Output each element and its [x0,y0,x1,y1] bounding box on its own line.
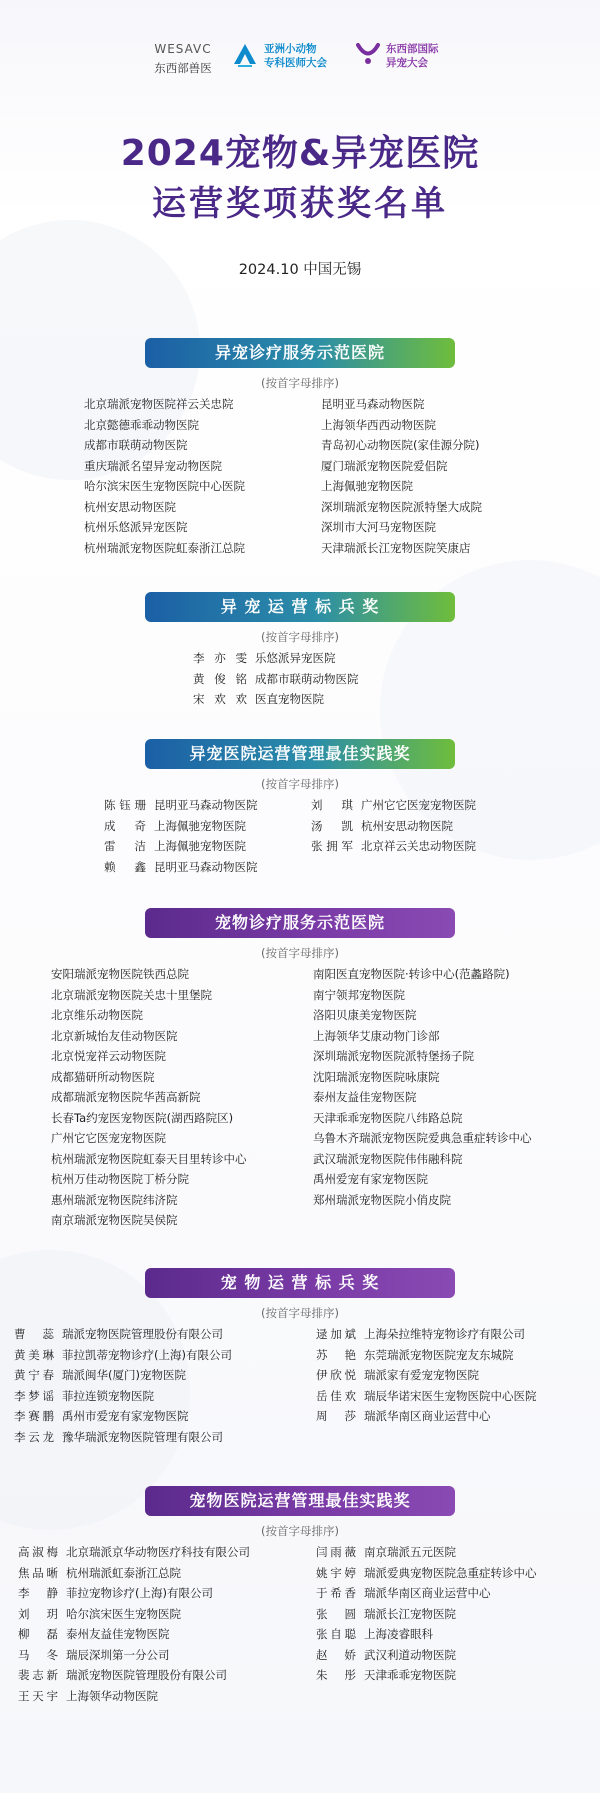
winner-name: 黄宁春 [14,1368,54,1382]
winner-list-left [14,1324,232,1447]
list-item: 长春Ta约宠医宠物医院(湖西路院区) [51,1110,234,1125]
list-item: 南阳医直宠物医院·转诊中心(范蠡路院) [313,967,510,981]
winner-organization: 杭州安思动物医院 [361,818,453,833]
list-item: 杭州安思动物医院 [84,499,176,514]
winner-name: 雷洁 [104,839,146,853]
winner-row [104,795,258,816]
asia-logo-line1: 亚洲小动物 [264,43,317,55]
winner-organization: 豫华瑞派宠物医院管理有限公司 [62,1429,223,1444]
winner-organization: 泰州友益佳宠物医院 [66,1627,170,1641]
winner-list [193,648,359,710]
section-banner: 宠物诊疗服务示范医院 [145,908,455,938]
section-banner: 宠 物 运 营 标 兵 奖 [145,1268,455,1298]
winner-name: 宋欢欢 [193,692,247,706]
winner-name: 王天宇 [18,1688,58,1703]
list-item: 惠州瑞派宠物医院纬济院 [51,1192,178,1207]
winner-row [104,836,258,857]
winner-name: 周莎 [316,1409,356,1423]
winner-name: 于希香 [316,1586,356,1600]
exotic-logo-icon [356,42,380,66]
winner-row [316,1624,537,1645]
hospital-list-right [321,394,482,558]
winner-row [18,1583,250,1604]
list-item: 哈尔滨宋医生宠物医院中心医院 [84,479,245,493]
winner-organization: 东莞瑞派宠物医院宠友东城院 [364,1347,514,1362]
exotic-logo-line1: 东西部国际 [386,43,439,55]
winner-name: 李梦谣 [14,1388,54,1403]
winner-row [316,1406,537,1427]
list-item: 广州它它医宠宠物医院 [51,1131,166,1145]
list-item: 深圳瑞派宠物医院派特堡扬子院 [313,1049,474,1063]
list-item: 北京瑞派宠物医院祥云关忠院 [84,397,234,411]
winner-row [316,1542,537,1563]
winner-organization: 瑞派华南区商业运营中心 [364,1409,491,1423]
winner-organization: 昆明亚马森动物医院 [154,798,258,812]
winner-row [18,1563,250,1584]
winner-row [104,816,258,837]
winner-list-left [18,1542,250,1706]
winner-name: 姚宇婷 [316,1565,356,1580]
page-title-line2: 运营奖项获奖名单 [152,184,448,224]
winner-list-right [316,1324,537,1427]
wesavc-logo-text: WESAVC [154,42,212,56]
winner-row [14,1427,232,1448]
list-item: 厦门瑞派宠物医院爱侣院 [321,458,448,473]
winner-organization: 上海佩驰宠物医院 [154,839,246,853]
winner-row [311,836,476,857]
winner-row [14,1324,232,1345]
list-item: 杭州瑞派宠物医院虹泰天目里转诊中心 [51,1151,247,1166]
list-item: 南京瑞派宠物医院吴侯院 [51,1213,178,1227]
list-item: 北京悦宠祥云动物医院 [51,1049,166,1063]
winner-organization: 菲拉连锁宠物医院 [62,1388,154,1403]
winner-name: 焦品晰 [18,1565,58,1580]
winner-name: 曹蕊 [14,1327,54,1341]
winner-name: 李亦雯 [193,651,247,665]
winner-organization: 成都市联萌动物医院 [255,671,359,686]
winner-organization: 菲拉凯蒂宠物诊疗(上海)有限公司 [62,1347,232,1362]
winner-organization: 医直宠物医院 [255,692,324,706]
list-item: 北京新城怡友佳动物医院 [51,1028,178,1043]
winner-organization: 瑞派华南区商业运营中心 [364,1586,491,1600]
winner-name: 马冬 [18,1647,58,1662]
winner-organization: 瑞辰深圳第一分公司 [66,1647,170,1662]
section-banner: 异 宠 运 营 标 兵 奖 [145,592,455,622]
list-item: 郑州瑞派宠物医院小俏皮院 [313,1192,451,1207]
list-item: 成都市联萌动物医院 [84,438,188,452]
list-item: 上海领华艾康动物门诊部 [313,1028,440,1043]
list-item: 北京懿德乖乖动物医院 [84,417,199,432]
winner-organization: 乐悠派异宠医院 [255,651,336,665]
event-date-location: 2024.10 中国无锡 [238,262,362,278]
winner-name: 李赛鹏 [14,1409,54,1423]
winner-list-right [311,795,476,857]
winner-name: 赖鑫 [104,859,146,874]
sponsor-logos [0,40,600,80]
sort-note: (按首字母排序) [261,946,339,960]
winner-name: 闫雨薇 [316,1545,356,1559]
winner-organization: 瑞派长江宠物医院 [364,1606,456,1621]
winner-row [18,1665,250,1686]
list-item: 成都猫研所动物医院 [51,1069,155,1084]
list-item: 重庆瑞派名望异宠动物医院 [84,458,222,473]
winner-name: 伊欣悦 [316,1368,356,1382]
section-banner: 异宠诊疗服务示范医院 [145,338,455,368]
winner-name: 朱彤 [316,1668,356,1682]
winner-name: 苏艳 [316,1347,356,1362]
asia-logo-line2: 专科医师大会 [264,57,327,69]
winner-organization: 禹州市爱宠有家宠物医院 [62,1409,189,1423]
winner-row [18,1686,250,1707]
winner-name: 裴志新 [18,1668,58,1682]
winner-row [18,1542,250,1563]
list-item: 深圳瑞派宠物医院派特堡大成院 [321,499,482,514]
winner-row [316,1324,537,1345]
winner-row [311,795,476,816]
winner-row [193,648,359,669]
winner-row [18,1624,250,1645]
winner-organization: 广州它它医宠宠物医院 [361,798,476,812]
winner-row [316,1604,537,1625]
list-item: 北京维乐动物医院 [51,1008,143,1022]
winner-name: 岳佳欢 [316,1388,356,1403]
winner-organization: 北京祥云关忠动物医院 [361,839,476,853]
winner-name: 高淑梅 [18,1545,58,1559]
exotic-logo-line2: 异宠大会 [386,57,428,69]
winner-organization: 瑞派家有爱宠宠物医院 [364,1368,479,1382]
winner-name: 柳磊 [18,1627,58,1641]
winner-row [316,1365,537,1386]
winner-row [14,1345,232,1366]
list-item: 杭州瑞派宠物医院虹泰浙江总院 [84,540,245,555]
list-item: 泰州友益佳宠物医院 [313,1090,417,1104]
winner-organization: 瑞派宠物医院管理股份有限公司 [66,1668,227,1682]
list-item: 洛阳贝康美宠物医院 [313,1008,417,1022]
winner-name: 汤凯 [311,818,353,833]
list-item: 安阳瑞派宠物医院铁西总院 [51,967,189,981]
winner-row [316,1563,537,1584]
winner-row [316,1583,537,1604]
winner-organization: 武汉利道动物医院 [364,1647,456,1662]
list-item: 上海领华西西动物医院 [321,417,436,432]
winner-row [193,689,359,710]
winner-name: 张自聪 [316,1627,356,1641]
winner-organization: 北京瑞派京华动物医疗科技有限公司 [66,1545,250,1559]
list-item: 沈阳瑞派宠物医院咏康院 [313,1069,440,1084]
list-item: 上海佩驰宠物医院 [321,479,413,493]
winner-name: 陈钰珊 [104,798,146,812]
winner-organization: 哈尔滨宋医生宠物医院 [66,1606,181,1621]
sort-note: (按首字母排序) [261,1306,339,1320]
winner-row [193,669,359,690]
list-item: 杭州乐悠派异宠医院 [84,520,188,534]
list-item: 深圳市大河马宠物医院 [321,520,436,534]
page-title: 2024宠物&异宠医院 [120,133,480,174]
winner-name: 李云龙 [14,1429,54,1444]
winner-name: 黄俊铭 [193,671,247,686]
winner-name: 黄美琳 [14,1347,54,1362]
list-item: 北京瑞派宠物医院关忠十里堡院 [51,987,212,1002]
sort-note: (按首字母排序) [261,376,339,390]
list-item: 南宁领邦宠物医院 [313,987,405,1002]
exotic-pet-logo [356,40,466,80]
winner-organization: 上海佩驰宠物医院 [154,818,246,833]
winner-name: 刘琪 [311,798,353,812]
winner-organization: 瑞派闽华(厦门)宠物医院 [62,1368,186,1382]
winner-row [316,1665,537,1686]
list-item: 天津瑞派长江宠物医院笑康店 [321,540,471,555]
list-item: 青岛初心动物医院(家佳源分院) [321,438,480,452]
list-item: 武汉瑞派宠物医院伟伟融科院 [313,1151,463,1166]
winner-row [14,1386,232,1407]
winner-organization: 瑞辰华诺宋医生宠物医院中心医院 [364,1388,537,1403]
winner-organization: 上海凌睿眼科 [364,1627,433,1641]
list-item: 乌鲁木齐瑞派宠物医院爱典急重症转诊中心 [313,1131,532,1145]
winner-row [18,1645,250,1666]
winner-row [316,1386,537,1407]
winner-name: 李静 [18,1586,58,1600]
sort-note: (按首字母排序) [261,777,339,791]
winner-name: 张拥军 [311,839,353,853]
hospital-list-left [84,394,245,558]
list-item: 禹州爱宠有家宠物医院 [313,1172,428,1186]
winner-row [18,1604,250,1625]
winner-organization: 上海领华动物医院 [66,1688,158,1703]
section-banner: 异宠医院运营管理最佳实践奖 [145,739,455,769]
section-banner: 宠物医院运营管理最佳实践奖 [145,1486,455,1516]
winner-row [104,857,258,878]
winner-organization: 杭州瑞派虹泰浙江总院 [66,1565,181,1580]
winner-name: 赵娇 [316,1647,356,1662]
winner-row [316,1345,537,1366]
winner-row [316,1645,537,1666]
winner-name: 刘玥 [18,1606,58,1621]
winner-list-right [316,1542,537,1686]
winner-organization: 瑞派宠物医院管理股份有限公司 [62,1327,223,1341]
winner-name: 张圆 [316,1606,356,1621]
list-item: 杭州万佳动物医院丁桥分院 [51,1172,189,1186]
winner-row [14,1406,232,1427]
winner-name: 成奇 [104,818,146,833]
sort-note: (按首字母排序) [261,630,339,644]
winner-list-left [104,795,258,877]
list-item: 成都瑞派宠物医院华茜高新院 [51,1090,201,1104]
wesavc-logo [148,40,218,80]
winner-name: 逯加斌 [316,1327,356,1341]
winner-organization: 天津乖乖宠物医院 [364,1668,456,1682]
sort-note: (按首字母排序) [261,1524,339,1538]
asia-logo-icon [232,42,258,68]
winner-organization: 昆明亚马森动物医院 [154,859,258,874]
winner-organization: 菲拉宠物诊疗(上海)有限公司 [66,1586,213,1600]
list-item: 昆明亚马森动物医院 [321,397,425,411]
winner-organization: 瑞派爱典宠物医院急重症转诊中心 [364,1565,537,1580]
winner-row [14,1365,232,1386]
list-item: 天津乖乖宠物医院八纬路总院 [313,1110,463,1125]
winner-row [311,816,476,837]
asia-small-animal-logo [232,40,342,80]
hospital-list-left [51,964,247,1231]
winner-organization: 南京瑞派五元医院 [364,1545,456,1559]
hospital-list-right [313,964,532,1210]
winner-organization: 上海朵拉维特宠物诊疗有限公司 [364,1327,525,1341]
wesavc-logo-subtext: 东西部兽医 [154,61,212,75]
